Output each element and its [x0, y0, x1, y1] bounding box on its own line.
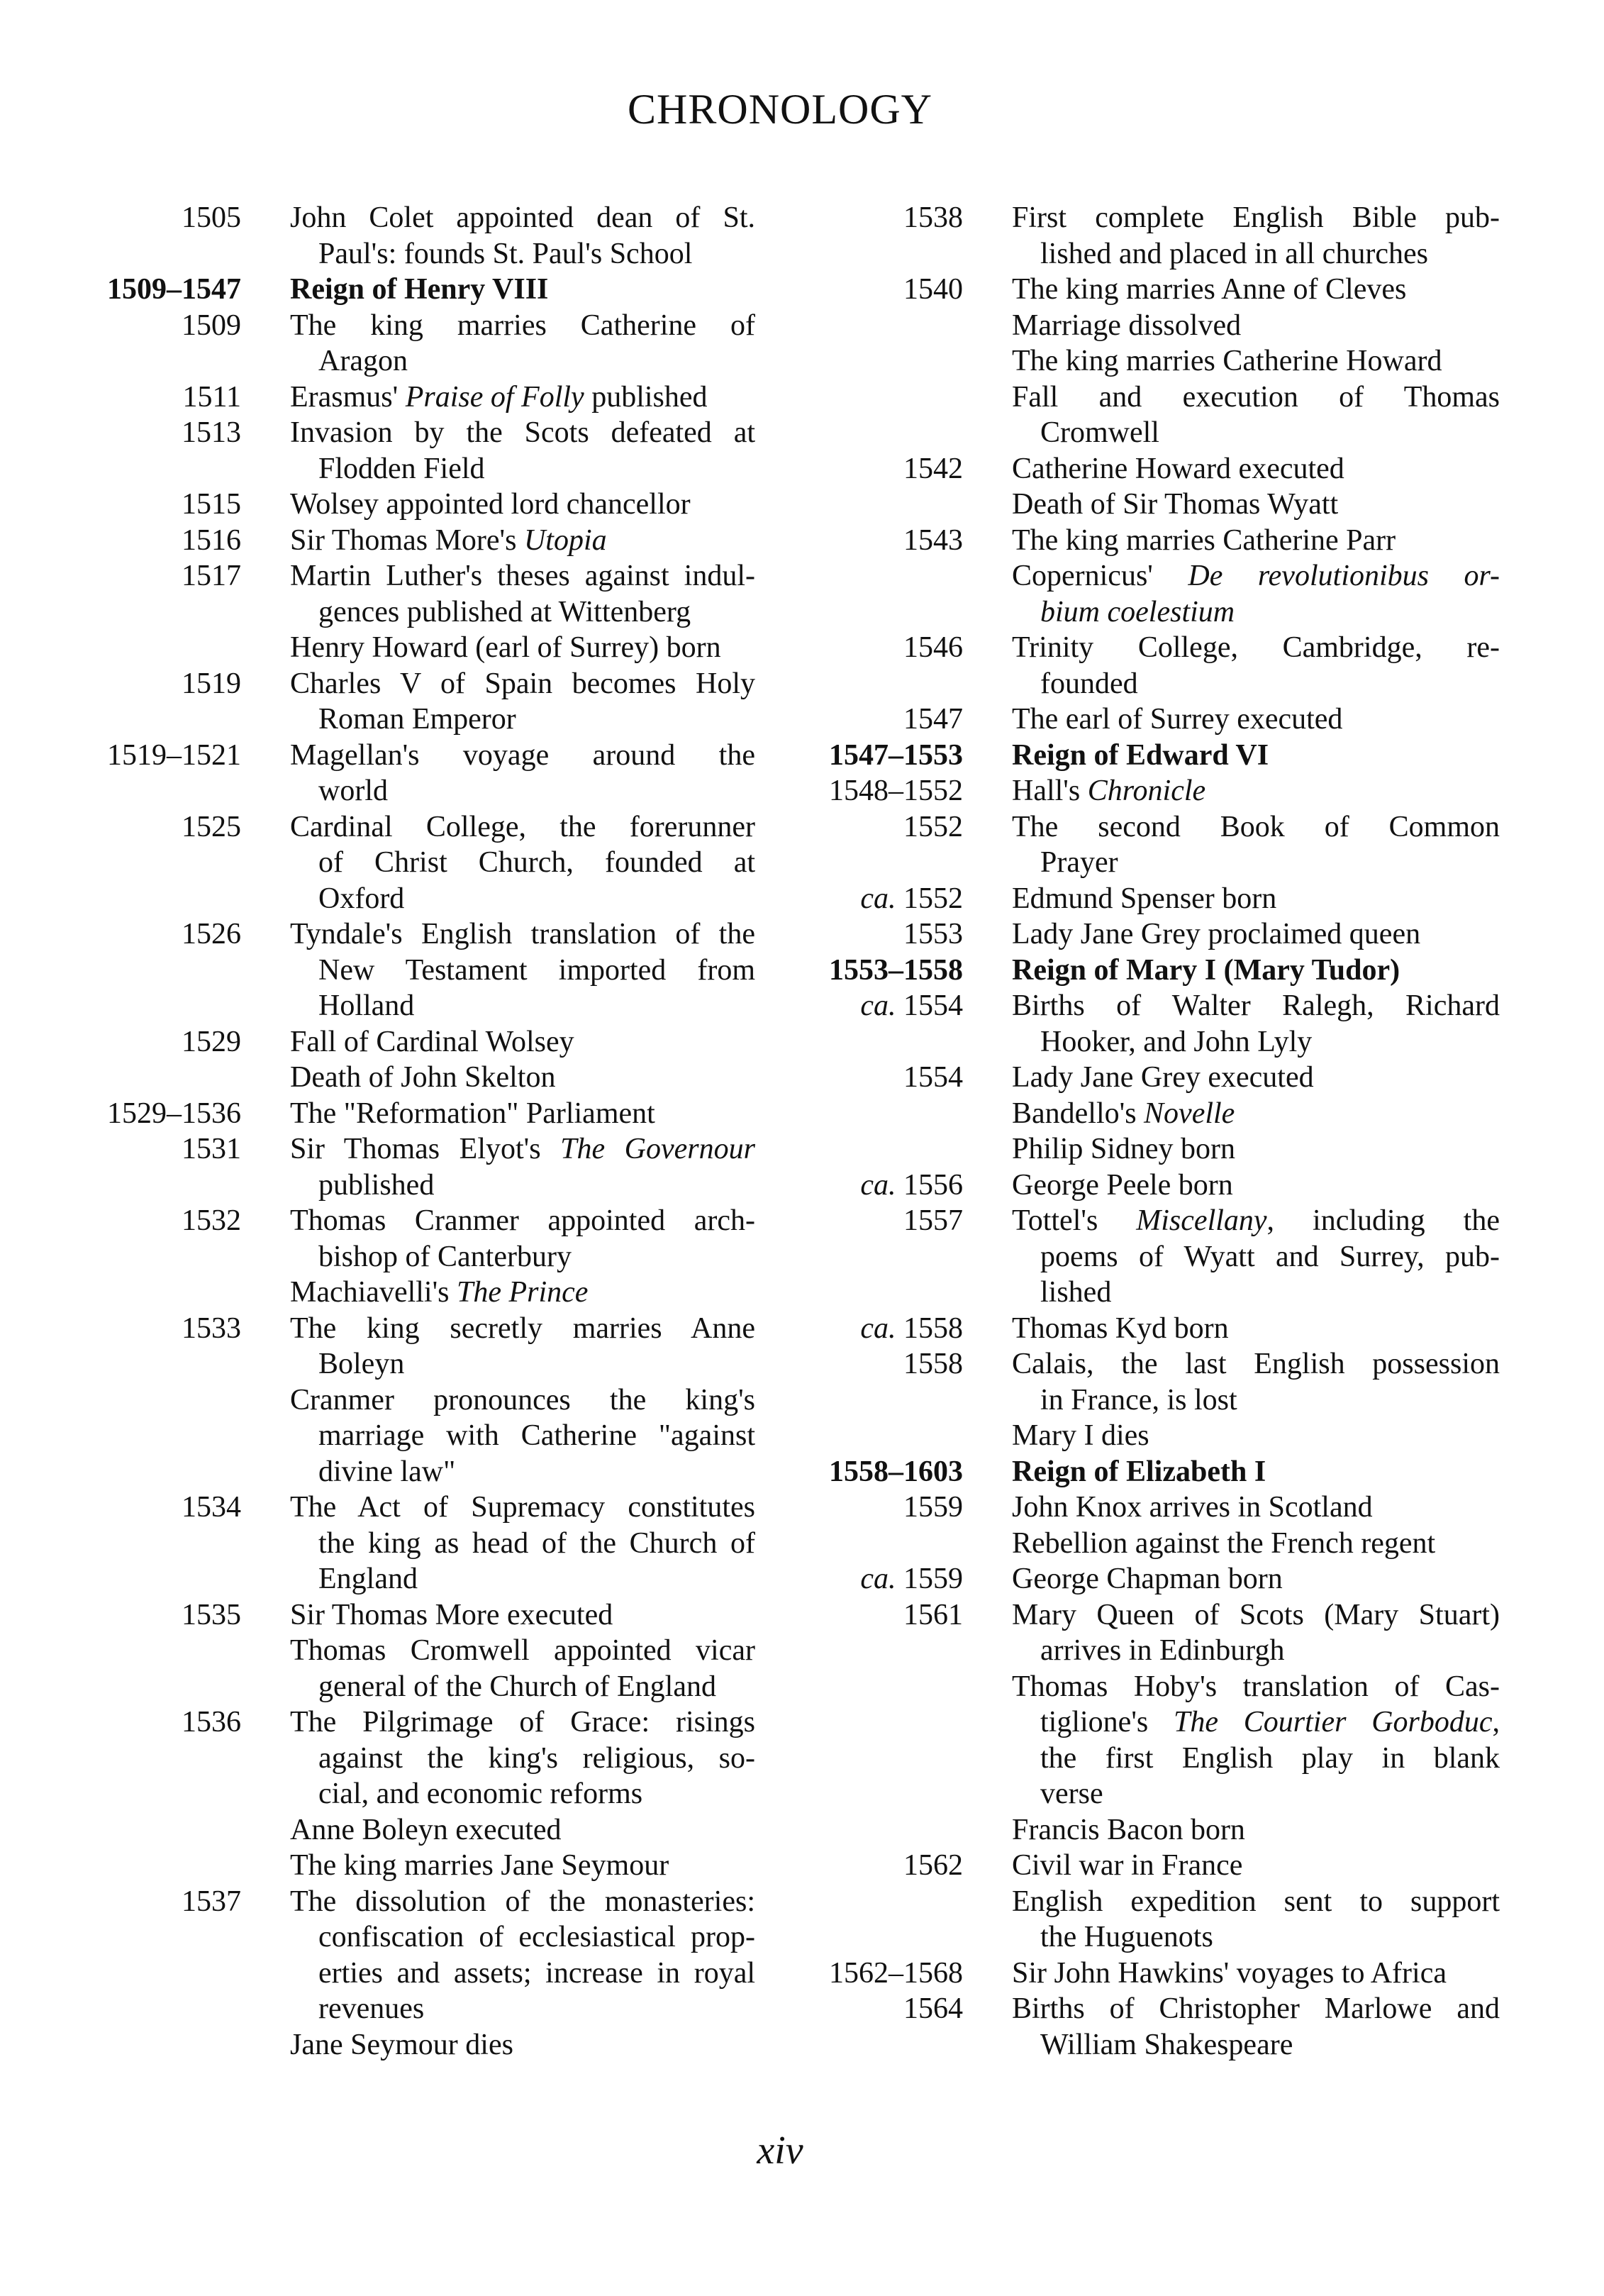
entry-text — [1012, 308, 1500, 344]
entry-text — [290, 1311, 755, 1382]
entry-text — [1012, 343, 1500, 379]
entry-line: Mary I dies — [1012, 1419, 1149, 1452]
chronology-entry — [57, 1704, 755, 1812]
chronology-entry — [57, 272, 755, 308]
entry-year: ca. 1554 — [860, 989, 963, 1022]
entry-text — [290, 1275, 755, 1311]
chronology-entry — [784, 1490, 1500, 1526]
entry-line: world — [318, 775, 388, 807]
entry-line: Invasion by the Scots defeated at — [290, 416, 755, 449]
entry-year: 1538 — [903, 201, 963, 234]
entry-year: 1542 — [903, 452, 963, 485]
entry-text — [1012, 272, 1500, 308]
entry-text — [290, 308, 755, 379]
chronology-entry — [784, 1168, 1500, 1204]
chronology-entry — [57, 1275, 755, 1311]
entry-line: John Knox arrives in Scotland — [1012, 1491, 1373, 1524]
entry-line: Mary Queen of Scots (Mary Stuart) — [1012, 1598, 1500, 1631]
chronology-entry — [784, 1131, 1500, 1168]
entry-text — [1012, 988, 1500, 1060]
chronology-entry — [57, 1597, 755, 1634]
entry-text — [290, 1597, 755, 1634]
entry-line: the king as head of the Church of — [318, 1526, 755, 1560]
entry-line: Francis Bacon born — [1012, 1813, 1245, 1846]
entry-text — [290, 1060, 755, 1096]
entry-line: Boleyn — [318, 1348, 405, 1380]
entry-line: New Testament imported from — [318, 953, 755, 987]
entry-text — [290, 379, 755, 416]
entry-year: 1537 — [182, 1885, 241, 1918]
entry-line: lished and placed in all churches — [1040, 237, 1428, 270]
entry-text — [1012, 451, 1500, 487]
chronology-entry — [784, 1346, 1500, 1418]
entry-line: Hooker, and John Lyly — [1040, 1025, 1313, 1058]
entry-line: bium coelestium — [1040, 595, 1235, 628]
entry-year: ca. 1556 — [860, 1168, 963, 1202]
chronology-entry — [57, 487, 755, 523]
entry-year: 1547 — [903, 703, 963, 736]
chronology-entry — [57, 630, 755, 666]
entry-line: Charles V of Spain becomes Holy — [290, 667, 755, 700]
entry-line: The king marries Catherine of — [290, 309, 755, 342]
entry-year: 1532 — [182, 1204, 241, 1237]
entry-year: 1540 — [903, 273, 963, 306]
entry-text — [1012, 1597, 1500, 1669]
entry-text — [1012, 1526, 1500, 1562]
entry-line: lished — [1040, 1276, 1112, 1309]
chronology-entry — [57, 558, 755, 630]
entry-year: 1519 — [182, 667, 241, 700]
entry-year: 1552 — [903, 810, 963, 843]
entry-year: ca. 1552 — [860, 882, 963, 915]
chronology-entry — [784, 379, 1500, 451]
entry-line: Fall of Cardinal Wolsey — [290, 1025, 574, 1058]
entry-line: Births of Christopher Marlowe and — [1012, 1992, 1500, 2025]
chronology-entry — [57, 738, 755, 809]
chronology-entry — [784, 1991, 1500, 2063]
chronology-entry — [784, 523, 1500, 559]
entry-year: 1509–1547 — [107, 273, 241, 306]
chronology-entry — [784, 272, 1500, 308]
entry-year: 1548–1552 — [829, 775, 963, 807]
entry-year: 1559 — [903, 1491, 963, 1524]
entry-line: tiglione's The Courtier Gorboduc, — [1040, 1706, 1500, 1738]
chronology-entry — [57, 1490, 755, 1597]
entry-text — [290, 558, 755, 630]
entry-year: 1529 — [182, 1025, 241, 1058]
entry-text — [1012, 379, 1500, 451]
entry-year: 1564 — [903, 1992, 963, 2025]
chronology-entry — [57, 1382, 755, 1490]
entry-line: Reign of Elizabeth I — [1012, 1455, 1266, 1488]
entry-line: revenues — [318, 1992, 425, 2025]
chronology-entry — [57, 916, 755, 1024]
entry-line: Thomas Hoby's translation of Cas- — [1012, 1670, 1500, 1703]
entry-year: 1531 — [182, 1133, 241, 1165]
entry-text — [1012, 809, 1500, 881]
entry-line: Flodden Field — [318, 452, 485, 485]
entry-line: Rebellion against the French regent — [1012, 1526, 1436, 1560]
entry-text — [1012, 701, 1500, 738]
chronology-entry — [57, 1024, 755, 1060]
entry-text — [1012, 1096, 1500, 1132]
entry-line: John Colet appointed dean of St. — [290, 201, 755, 234]
entry-line: Sir Thomas Elyot's The Governour — [290, 1133, 755, 1165]
entry-year: 1562 — [903, 1849, 963, 1882]
entry-line: Death of Sir Thomas Wyatt — [1012, 488, 1339, 521]
chronology-entry — [784, 1597, 1500, 1669]
entry-text — [1012, 1669, 1500, 1812]
entry-line: founded — [1040, 667, 1138, 700]
entry-line: against the king's religious, so- — [318, 1741, 755, 1775]
chronology-entry — [784, 1203, 1500, 1311]
entry-text — [290, 809, 755, 917]
entry-line: George Peele born — [1012, 1168, 1233, 1202]
entry-text — [1012, 1311, 1500, 1347]
chronology-entry — [784, 738, 1500, 774]
entry-text — [290, 738, 755, 809]
entry-text — [1012, 1060, 1500, 1096]
entry-line: The king marries Jane Seymour — [290, 1849, 669, 1882]
entry-line: Roman Emperor — [318, 703, 516, 736]
entry-line: The king secretly marries Anne — [290, 1311, 755, 1345]
entry-year: 1505 — [182, 201, 241, 234]
chronology-entry — [784, 1526, 1500, 1562]
entry-line: Magellan's voyage around the — [290, 738, 755, 772]
entry-line: Lady Jane Grey executed — [1012, 1061, 1314, 1094]
entry-line: Erasmus' Praise of Folly published — [290, 380, 708, 414]
entry-text — [290, 1848, 755, 1884]
entry-line: Henry Howard (earl of Surrey) born — [290, 631, 721, 664]
chronology-entry — [784, 773, 1500, 809]
chronology-entry — [784, 1418, 1500, 1454]
entry-line: Lady Jane Grey proclaimed queen — [1012, 918, 1421, 950]
chronology-entry — [784, 1096, 1500, 1132]
chronology-entry — [784, 1060, 1500, 1096]
entry-line: Trinity College, Cambridge, re- — [1012, 631, 1500, 664]
entry-year: 1554 — [903, 1061, 963, 1094]
entry-text — [290, 1096, 755, 1132]
chronology-entry — [57, 666, 755, 738]
entry-year: 1547–1553 — [829, 738, 963, 772]
entry-text — [290, 1490, 755, 1597]
entry-text — [1012, 1884, 1500, 1956]
chronology-entry — [784, 558, 1500, 630]
chronology-entry — [57, 1060, 755, 1096]
entry-line: verse — [1040, 1778, 1103, 1810]
entry-year: 1534 — [182, 1491, 241, 1524]
entry-text — [290, 1704, 755, 1812]
chronology-entry — [57, 809, 755, 917]
entry-line: Tottel's Miscellany, including the — [1012, 1204, 1500, 1237]
chronology-entry — [784, 487, 1500, 523]
entry-text — [290, 1024, 755, 1060]
entry-text — [1012, 1418, 1500, 1454]
entry-line: Prayer — [1040, 846, 1118, 879]
entry-line: Marriage dissolved — [1012, 309, 1242, 342]
entry-text — [290, 272, 755, 308]
entry-text — [290, 523, 755, 559]
entry-year: 1519–1521 — [107, 738, 241, 772]
entry-text — [290, 1131, 755, 1203]
entry-text — [1012, 558, 1500, 630]
entry-line: Civil war in France — [1012, 1849, 1243, 1882]
entry-line: Births of Walter Ralegh, Richard — [1012, 989, 1500, 1022]
entry-line: Aragon — [318, 345, 408, 377]
entry-text — [290, 2027, 755, 2063]
chronology-entry — [784, 308, 1500, 344]
chronology-entry — [784, 916, 1500, 953]
entry-text — [1012, 523, 1500, 559]
entry-text — [290, 1633, 755, 1704]
entry-text — [290, 200, 755, 272]
entry-line: Thomas Kyd born — [1012, 1311, 1229, 1345]
entry-text — [1012, 1956, 1500, 1992]
entry-line: The second Book of Common — [1012, 810, 1500, 843]
entry-text — [1012, 200, 1500, 272]
entry-line: Calais, the last English possession — [1012, 1348, 1500, 1380]
entry-year: ca. 1559 — [860, 1563, 963, 1595]
entry-text — [1012, 1168, 1500, 1204]
chronology-entry — [57, 1203, 755, 1275]
entry-line: Fall and execution of Thomas — [1012, 380, 1500, 414]
entry-year: 1553 — [903, 918, 963, 950]
entry-year: 1557 — [903, 1204, 963, 1237]
entry-line: The earl of Surrey executed — [1012, 703, 1343, 736]
chronology-entry — [784, 1454, 1500, 1490]
entry-line: England — [318, 1563, 418, 1595]
chronology-entry — [784, 1848, 1500, 1884]
page-title: CHRONOLOGY — [628, 86, 932, 133]
chronology-left-column — [57, 200, 755, 2063]
entry-line: Bandello's Novelle — [1012, 1097, 1235, 1130]
entry-year: 1525 — [182, 810, 241, 843]
entry-year: 1517 — [182, 560, 241, 592]
entry-line: Cardinal College, the forerunner — [290, 810, 755, 843]
entry-line: The king marries Anne of Cleves — [1012, 273, 1407, 306]
chronology-right-column — [784, 200, 1500, 2063]
entry-line: Catherine Howard executed — [1012, 452, 1344, 485]
entry-text — [1012, 630, 1500, 701]
entry-line: Philip Sidney born — [1012, 1133, 1236, 1165]
entry-line: gences published at Wittenberg — [318, 595, 691, 628]
chronology-entry — [784, 451, 1500, 487]
entry-text — [1012, 1203, 1500, 1311]
entry-text — [290, 1382, 755, 1490]
entry-year: 1513 — [182, 416, 241, 449]
chronology-entry — [784, 1561, 1500, 1597]
entry-line: the first English play in blank — [1040, 1741, 1500, 1775]
entry-line: Edmund Spenser born — [1012, 882, 1277, 915]
entry-year: 1562–1568 — [829, 1956, 963, 1990]
entry-year: 1536 — [182, 1706, 241, 1738]
entry-text — [1012, 1848, 1500, 1884]
entry-text — [1012, 1490, 1500, 1526]
entry-year: 1509 — [182, 309, 241, 342]
chronology-entry — [784, 881, 1500, 917]
chronology-entry — [784, 200, 1500, 272]
entry-text — [290, 1884, 755, 2027]
chronology-entry — [57, 2027, 755, 2063]
entry-line: confiscation of ecclesiastical prop- — [318, 1921, 755, 1953]
entry-line: erties and assets; increase in royal — [318, 1956, 755, 1990]
entry-line: general of the Church of England — [318, 1670, 716, 1703]
entry-line: Sir Thomas More's Utopia — [290, 523, 607, 557]
page-number: xiv — [757, 2129, 803, 2173]
entry-text — [290, 666, 755, 738]
entry-line: marriage with Catherine "against — [318, 1419, 755, 1452]
entry-year: 1526 — [182, 918, 241, 950]
entry-year: 1535 — [182, 1598, 241, 1631]
entry-line: the Huguenots — [1040, 1921, 1213, 1953]
chronology-entry — [57, 200, 755, 272]
chronology-entry — [784, 1812, 1500, 1848]
chronology-entry — [57, 1884, 755, 2027]
chronology-entry — [57, 1633, 755, 1704]
chronology-entry — [57, 1096, 755, 1132]
chronology-entry — [57, 1131, 755, 1203]
entry-line: Paul's: founds St. Paul's School — [318, 237, 693, 270]
entry-line: in France, is lost — [1040, 1383, 1237, 1416]
entry-line: Cranmer pronounces the king's — [290, 1383, 755, 1416]
entry-line: The king marries Catherine Parr — [1012, 523, 1396, 557]
entry-line: Hall's Chronicle — [1012, 775, 1206, 807]
entry-line: Thomas Cranmer appointed arch- — [290, 1204, 755, 1237]
chronology-entry — [57, 379, 755, 416]
entry-line: Wolsey appointed lord chancellor — [290, 488, 691, 521]
entry-text — [1012, 738, 1500, 774]
entry-line: Tyndale's English translation of the — [290, 918, 755, 950]
entry-line: Jane Seymour dies — [290, 2028, 513, 2061]
chronology-entry — [784, 630, 1500, 701]
entry-line: Anne Boleyn executed — [290, 1813, 562, 1846]
chronology-entry — [784, 809, 1500, 881]
entry-year: 1546 — [903, 631, 963, 664]
entry-line: Copernicus' De revolutionibus or- — [1012, 560, 1500, 592]
entry-text — [1012, 1991, 1500, 2063]
entry-year: 1515 — [182, 488, 241, 521]
entry-line: The Pilgrimage of Grace: risings — [290, 1706, 755, 1738]
entry-line: William Shakespeare — [1040, 2028, 1293, 2061]
chronology-entry — [784, 1884, 1500, 1956]
chronology-entry — [57, 1311, 755, 1382]
entry-year: 1558–1603 — [829, 1455, 963, 1488]
entry-text — [1012, 1561, 1500, 1597]
entry-line: The Act of Supremacy constitutes — [290, 1491, 755, 1524]
chronology-entry — [784, 1669, 1500, 1812]
entry-line: English expedition sent to support — [1012, 1885, 1500, 1918]
entry-year: 1516 — [182, 523, 241, 557]
entry-line: Sir John Hawkins' voyages to Africa — [1012, 1956, 1447, 1990]
entry-line: poems of Wyatt and Surrey, pub- — [1040, 1240, 1500, 1273]
entry-line: George Chapman born — [1012, 1563, 1283, 1595]
entry-line: The king marries Catherine Howard — [1012, 345, 1442, 377]
chronology-entry — [784, 953, 1500, 989]
entry-year: 1533 — [182, 1311, 241, 1345]
entry-text — [290, 1812, 755, 1848]
chronology-entry — [57, 415, 755, 487]
entry-year: 1511 — [182, 380, 241, 414]
entry-text — [1012, 773, 1500, 809]
entry-text — [1012, 953, 1500, 989]
entry-line: bishop of Canterbury — [318, 1240, 572, 1273]
entry-line: Martin Luther's theses against indul- — [290, 560, 755, 592]
chronology-entry — [57, 523, 755, 559]
chronology-entry — [784, 1311, 1500, 1347]
entry-text — [290, 487, 755, 523]
entry-text — [1012, 1131, 1500, 1168]
entry-line: Reign of Edward VI — [1012, 738, 1269, 772]
entry-line: Cromwell — [1040, 416, 1159, 449]
entry-line: The "Reformation" Parliament — [290, 1097, 655, 1130]
entry-year: 1553–1558 — [829, 953, 963, 987]
entry-line: First complete English Bible pub- — [1012, 201, 1500, 234]
entry-text — [1012, 1812, 1500, 1848]
entry-line: of Christ Church, founded at — [318, 846, 755, 879]
entry-text — [1012, 1454, 1500, 1490]
chronology-entry — [784, 988, 1500, 1060]
entry-line: Reign of Mary I (Mary Tudor) — [1012, 953, 1400, 987]
entry-year: 1543 — [903, 523, 963, 557]
entry-line: Holland — [318, 989, 415, 1022]
chronology-entry — [784, 1956, 1500, 1992]
entry-year: 1561 — [903, 1598, 963, 1631]
entry-line: Death of John Skelton — [290, 1061, 556, 1094]
entry-line: Oxford — [318, 882, 405, 915]
entry-text — [290, 916, 755, 1024]
entry-text — [290, 1203, 755, 1275]
entry-line: Machiavelli's The Prince — [290, 1276, 589, 1309]
chronology-entry — [57, 1848, 755, 1884]
entry-line: cial, and economic reforms — [318, 1778, 643, 1810]
entry-text — [290, 630, 755, 666]
entry-line: The dissolution of the monasteries: — [290, 1885, 755, 1918]
chronology-entry — [784, 701, 1500, 738]
entry-text — [1012, 1346, 1500, 1418]
entry-text — [1012, 881, 1500, 917]
entry-text — [290, 415, 755, 487]
entry-line: published — [318, 1168, 435, 1202]
entry-line: divine law" — [318, 1455, 456, 1488]
chronology-entry — [57, 1812, 755, 1848]
entry-line: Thomas Cromwell appointed vicar — [290, 1634, 755, 1667]
entry-year: 1558 — [903, 1348, 963, 1380]
chronology-entry — [57, 308, 755, 379]
entry-text — [1012, 487, 1500, 523]
entry-text — [1012, 916, 1500, 953]
chronology-entry — [784, 343, 1500, 379]
entry-line: Reign of Henry VIII — [290, 273, 549, 306]
entry-year: 1529–1536 — [107, 1097, 241, 1130]
entry-line: arrives in Edinburgh — [1040, 1634, 1285, 1667]
entry-year: ca. 1558 — [860, 1311, 963, 1345]
entry-line: Sir Thomas More executed — [290, 1598, 613, 1631]
